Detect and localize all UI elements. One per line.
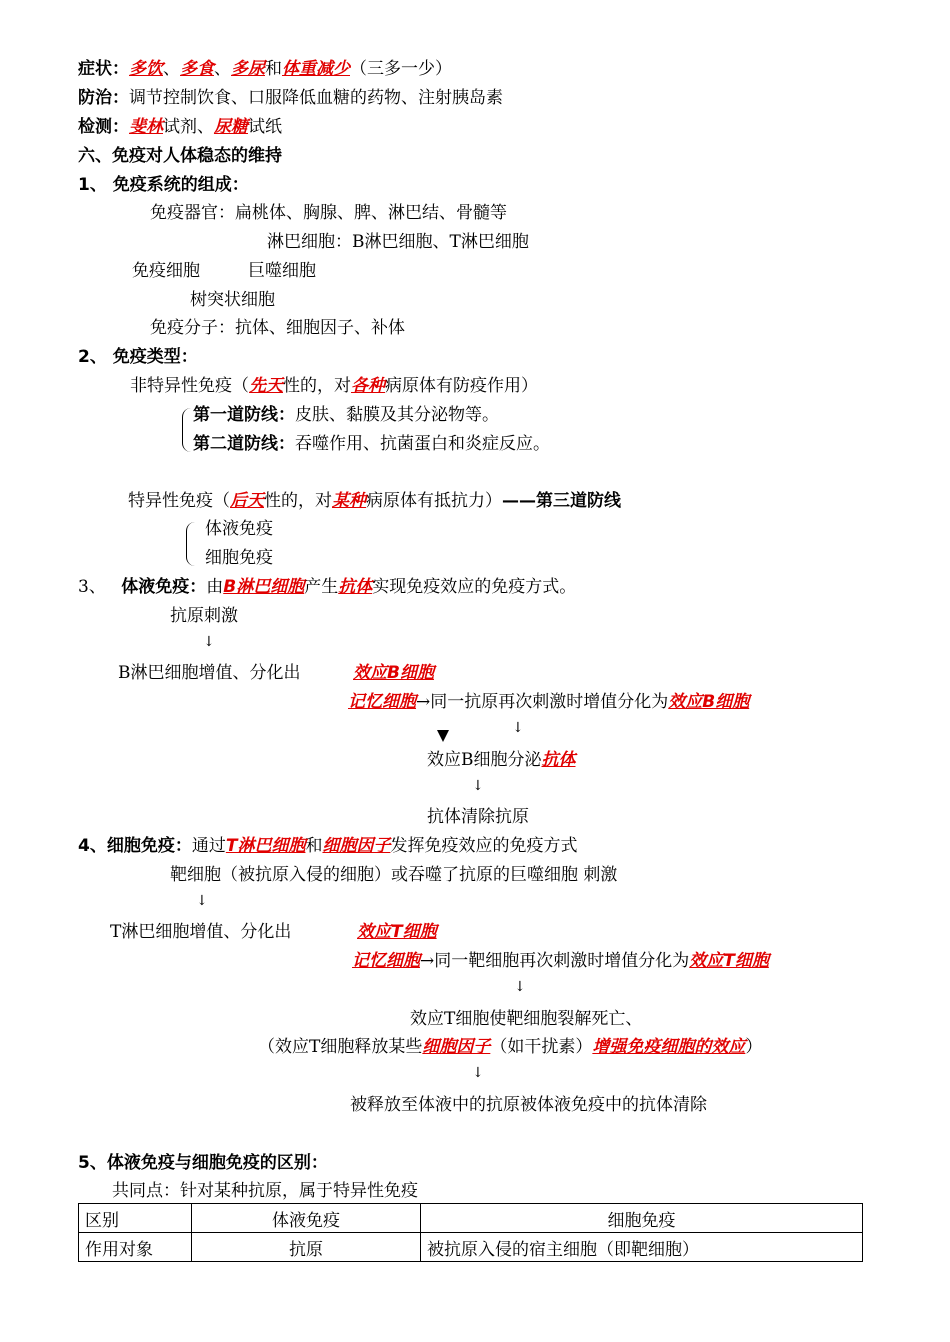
certain: 某种 [332,491,366,511]
down-arrow-icon: ↓ [512,720,524,736]
t-proliferation: T淋巴细胞增值、分化出 [110,922,292,942]
various: 各种 [351,376,385,396]
text: 病原体有抵抗力） [366,491,502,511]
lymphocytes: 淋巴细胞：B淋巴细胞、T淋巴细胞 [267,232,529,252]
acquired: 后天 [230,491,264,511]
b-lymphocyte: B淋巴细胞 [223,577,305,597]
and-text: 和 [265,59,282,79]
down-arrow-icon: ↓ [203,634,215,650]
common-point: 共同点：针对某种抗原，属于特异性免疫 [112,1181,418,1201]
third-defense: ——第三道防线 [502,491,621,511]
second-defense [193,433,550,455]
down-arrow-icon: ↓ [514,979,526,995]
symptom-weight-loss: 体重减少 [282,59,350,79]
number: 3、 [78,577,106,597]
table-header: 体液免疫 [192,1204,421,1233]
effector-b-cell: 效应B细胞 [353,663,434,683]
cytokine-2: 细胞因子 [422,1037,491,1057]
down-arrow-icon: ↓ [472,1065,484,1081]
sep: 、 [214,59,231,79]
cytokine: 细胞因子 [322,836,391,856]
t-lymphocyte: T淋巴细胞 [225,836,306,856]
release-line [258,1036,762,1058]
text: 效应B细胞分泌 [427,750,542,770]
table-cell: 作用对象 [79,1233,192,1262]
secrete-line [427,749,576,771]
second-defense-label: 第二道防线： [193,434,295,454]
section-title: 六、免疫对人体稳态的维持 [78,146,282,166]
memory-cell: 记忆细胞 [348,692,416,712]
text: 病原体有防疫作用） [385,376,538,396]
cellular-heading [78,835,577,857]
test-label: 检测： [78,117,129,137]
brace [186,522,195,566]
right-arrow-icon: → [420,951,435,971]
text: 和 [305,836,323,856]
final-clearance: 被释放至体液中的抗原被体液免疫中的抗体清除 [350,1095,707,1115]
text: 性的，对 [264,491,332,511]
diff-title: 5、体液免疫与细胞免疫的区别： [78,1153,328,1173]
sep: 、 [163,59,180,79]
title: 体液免疫： [121,577,207,597]
symptom-polyphagia: 多食 [180,59,214,79]
effector-t-cell-2: 效应T细胞 [689,951,769,971]
immune-organs: 免疫器官：扁桃体、胸腺、脾、淋巴结、骨髓等 [150,203,507,223]
heading-composition: 1、 免疫系统的组成： [78,175,249,195]
comparison-table [78,1203,863,1262]
antibody: 抗体 [338,577,373,597]
symptom-label: 症状： [78,59,129,79]
table-cell: 抗原 [192,1233,421,1262]
b-proliferation: B淋巴细胞增值、分化出 [118,663,301,683]
humoral-heading [78,576,576,598]
table-cell: 被抗原入侵的宿主细胞（即靶细胞） [421,1233,863,1262]
cellular-immunity: 细胞免疫 [205,548,273,568]
treatment-line [78,87,503,109]
symptom-polyuria: 多尿 [231,59,265,79]
table-header-row [79,1204,863,1233]
title: 4、细胞免疫： [78,836,192,856]
down-arrow-icon: ↓ [472,778,484,794]
text: 同一靶细胞再次刺激时增值分化为 [434,951,690,971]
text: 非特异性免疫（ [130,376,249,396]
heading-types: 2、 免疫类型： [78,347,198,367]
immune-molecules: 免疫分子：抗体、细胞因子、补体 [150,318,405,338]
second-defense-text: 吞噬作用、抗菌蛋白和炎症反应。 [295,434,550,454]
lysis: 效应T细胞使靶细胞裂解死亡、 [410,1009,643,1029]
table-row [79,1233,863,1262]
first-defense-label: 第一道防线： [193,405,295,425]
antibody-2: 抗体 [541,750,576,770]
text: 发挥免疫效应的免疫方式 [390,836,578,856]
text: ） [745,1037,763,1057]
text: （效应T细胞释放某些 [258,1037,423,1057]
urine-sugar: 尿糖 [214,117,248,137]
nonspecific-immunity [130,375,538,397]
text: 同一抗原再次刺激时增值分化为 [430,692,669,712]
treatment-label: 防治： [78,88,129,108]
table-header: 细胞免疫 [421,1204,863,1233]
effector-b-cell-2: 效应B细胞 [668,692,750,712]
table-header: 区别 [79,1204,192,1233]
innate: 先天 [249,376,283,396]
brace [182,408,191,452]
text: （如干扰素） [490,1037,593,1057]
text: 由 [206,577,224,597]
text: 通过 [191,836,226,856]
text: 产生 [304,577,339,597]
text: 实现免疫效应的免疫方式。 [372,577,577,597]
urine-tail: 试纸 [248,117,282,137]
symptom-tail: （三多一少） [350,59,452,79]
fehling-tail: 试剂、 [163,117,214,137]
target-cell: 靶细胞（被抗原入侵的细胞）或吞噬了抗原的巨噬细胞 刺激 [170,865,618,885]
text: 性的，对 [283,376,351,396]
antigen-stimulus: 抗原刺激 [170,606,238,626]
down-arrow-icon: ↓ [196,893,208,909]
fehling: 斐林 [129,117,163,137]
specific-immunity [128,490,621,512]
macrophage: 巨噬细胞 [248,261,316,281]
memory-line [348,691,749,713]
text: 特异性免疫（ [128,491,230,511]
effector-t-cell: 效应T细胞 [357,922,437,942]
first-defense-text: 皮肤、黏膜及其分泌物等。 [295,405,499,425]
enhance-effect: 增强免疫细胞的效应 [592,1037,746,1057]
test-line [78,116,282,138]
dendritic-cell: 树突状细胞 [190,290,275,310]
treatment-text: 调节控制饮食、口服降低血糖的药物、注射胰岛素 [129,88,503,108]
memory-cell: 记忆细胞 [352,951,420,971]
first-defense [193,404,499,426]
memory-line [352,950,769,972]
antibody-clears: 抗体清除抗原 [427,807,529,827]
symptom-line [78,58,452,80]
humoral-immunity: 体液免疫 [205,519,273,539]
right-arrow-icon: → [416,692,431,712]
down-triangle-icon [437,730,449,742]
symptom-polydipsia: 多饮 [129,59,163,79]
immune-cells: 免疫细胞 [132,261,200,281]
